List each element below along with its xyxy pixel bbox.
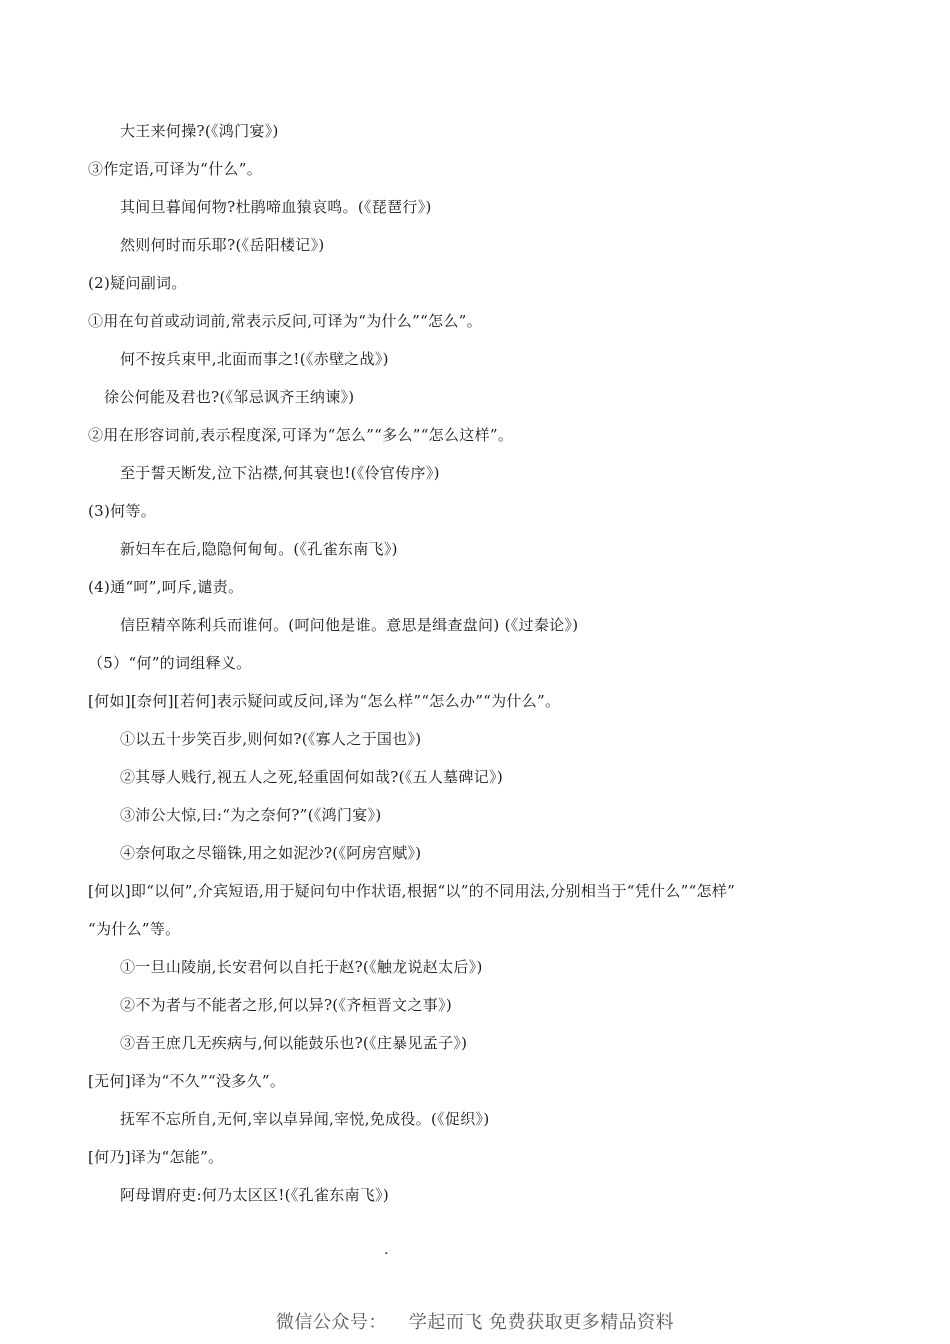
text-line: 至于誓天断发,泣下沾襟,何其衰也!(《伶官传序》): [120, 464, 440, 482]
footer-label: 微信公众号：: [275, 1312, 387, 1333]
text-line: ①用在句首或动词前,常表示反问,可译为“为什么”“怎么”。: [88, 312, 482, 330]
text-line: [何乃]译为“怎能”。: [88, 1148, 224, 1166]
text-line: 然则何时而乐耶?(《岳阳楼记》): [120, 236, 325, 254]
text-line: ②不为者与不能者之形,何以异?(《齐桓晋文之事》): [120, 996, 453, 1014]
text-line: ③作定语,可译为“什么”。: [88, 160, 263, 178]
footer-promo: [0, 1310, 950, 1336]
page-marker: .: [384, 1242, 389, 1258]
text-line: (4)通“呵”,呵斥,谴责。: [88, 578, 244, 596]
text-line: ①以五十步笑百步,则何如?(《寡人之于国也》): [120, 730, 422, 748]
text-line: 信臣精卒陈利兵而谁何。(呵问他是谁。意思是缉查盘问) (《过秦论》): [120, 616, 579, 634]
text-line: [何以]即“以何”,介宾短语,用于疑问句中作状语,根据“以”的不同用法,分别相当于“凭什么”“怎样”: [88, 882, 736, 900]
text-line: ②其辱人贱行,视五人之死,轻重固何如哉?(《五人墓碑记》): [120, 768, 503, 786]
text-line: ③吾王庶几无疾病与,何以能鼓乐也?(《庄暴见孟子》): [120, 1034, 468, 1052]
text-line: 新妇车在后,隐隐何甸甸。(《孔雀东南飞》): [120, 540, 398, 558]
text-line: 大王来何操?(《鸿门宴》): [120, 122, 279, 140]
text-line: ②用在形容词前,表示程度深,可译为“怎么”“多么”“怎么这样”。: [88, 426, 514, 444]
text-line: 其间旦暮闻何物?杜鹃啼血猿哀鸣。(《琵琶行》): [120, 198, 432, 216]
text-line: （5）“何”的词组释义。: [88, 654, 252, 672]
text-line: 抚军不忘所自,无何,宰以卓异闻,宰悦,免成役。(《促织》): [120, 1110, 490, 1128]
text-line: (2)疑问副词。: [88, 274, 187, 292]
text-line: ④奈何取之尽锱铢,用之如泥沙?(《阿房宫赋》): [120, 844, 422, 862]
text-line: [何如][奈何][若何]表示疑问或反问,译为“怎么样”“怎么办”“为什么”。: [88, 692, 561, 710]
text-line: ③沛公大惊,曰:“为之奈何?”(《鸿门宴》): [120, 806, 382, 824]
text-line: (3)何等。: [88, 502, 157, 520]
text-line: [无何]译为“不久”“没多久”。: [88, 1072, 286, 1090]
text-line: 阿母谓府吏:何乃太区区!(《孔雀东南飞》): [120, 1186, 390, 1204]
text-line: 徐公何能及君也?(《邹忌讽齐王纳谏》): [104, 388, 355, 406]
text-line: 何不按兵束甲,北面而事之!(《赤壁之战》): [120, 350, 389, 368]
text-line: “为什么”等。: [88, 920, 181, 938]
footer-text: 学起而飞 免费获取更多精品资料: [408, 1312, 675, 1333]
text-line: ①一旦山陵崩,长安君何以自托于赵?(《触龙说赵太后》): [120, 958, 483, 976]
